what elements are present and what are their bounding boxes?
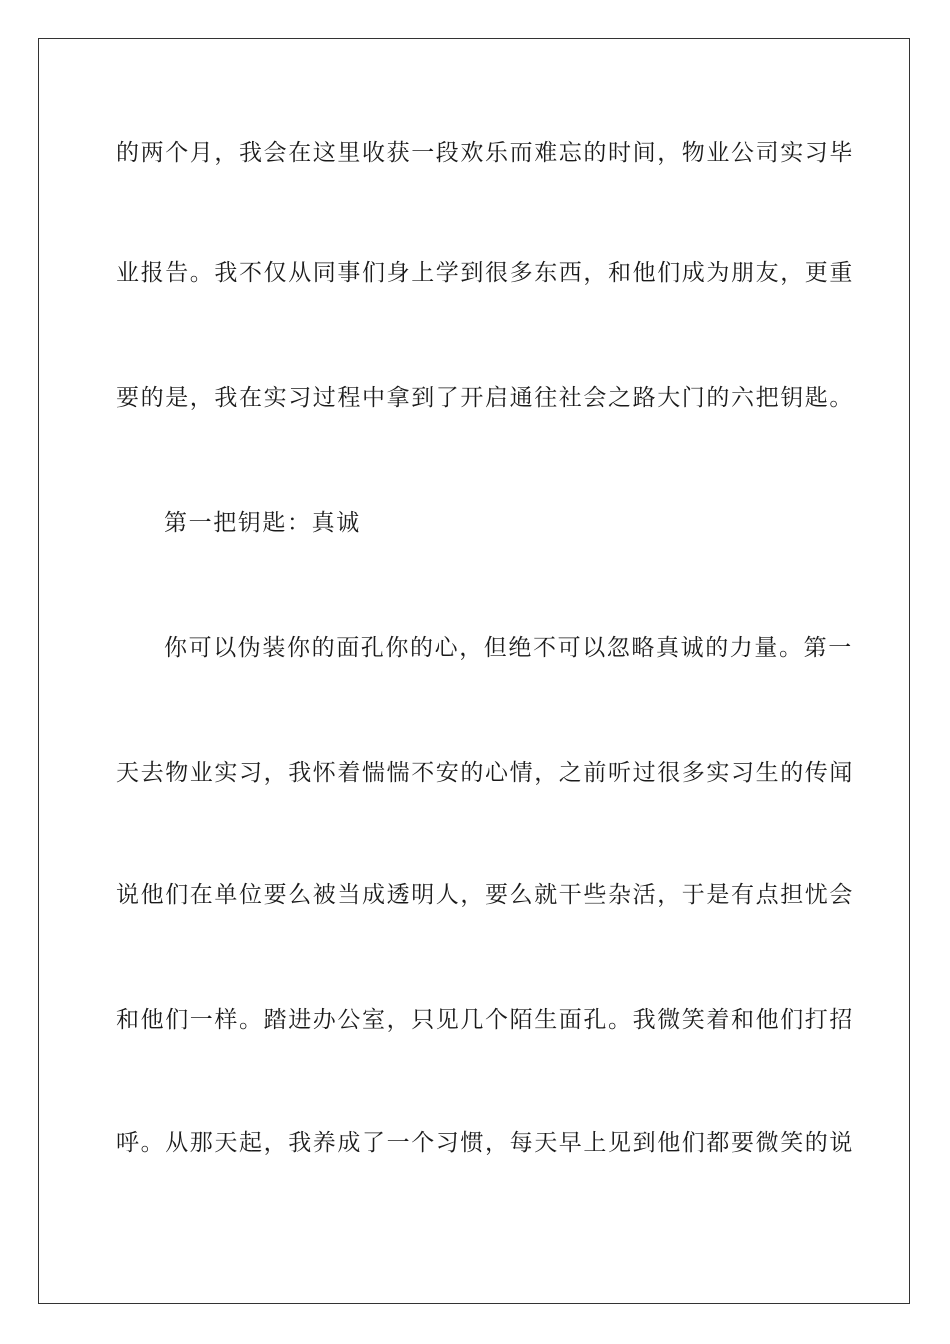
page-frame (38, 38, 910, 1304)
section-heading: 第一把钥匙：真诚 (164, 510, 361, 536)
text-line-6: 天去物业实习，我怀着惴惴不安的心情，之前听过很多实习生的传闻 (116, 760, 854, 786)
text-line-5: 你可以伪装你的面孔你的心，但绝不可以忽略真诚的力量。第一 (164, 635, 853, 661)
text-line-3: 要的是，我在实习过程中拿到了开启通往社会之路大门的六把钥匙。 (116, 385, 854, 411)
text-line-2: 业报告。我不仅从同事们身上学到很多东西，和他们成为朋友，更重 (116, 260, 854, 286)
text-line-7: 说他们在单位要么被当成透明人，要么就干些杂活，于是有点担忧会 (116, 882, 854, 908)
text-line-8: 和他们一样。踏进办公室，只见几个陌生面孔。我微笑着和他们打招 (116, 1007, 854, 1033)
text-line-9: 呼。从那天起，我养成了一个习惯，每天早上见到他们都要微笑的说 (116, 1130, 854, 1156)
text-line-1: 的两个月，我会在这里收获一段欢乐而难忘的时间，物业公司实习毕 (116, 140, 854, 166)
